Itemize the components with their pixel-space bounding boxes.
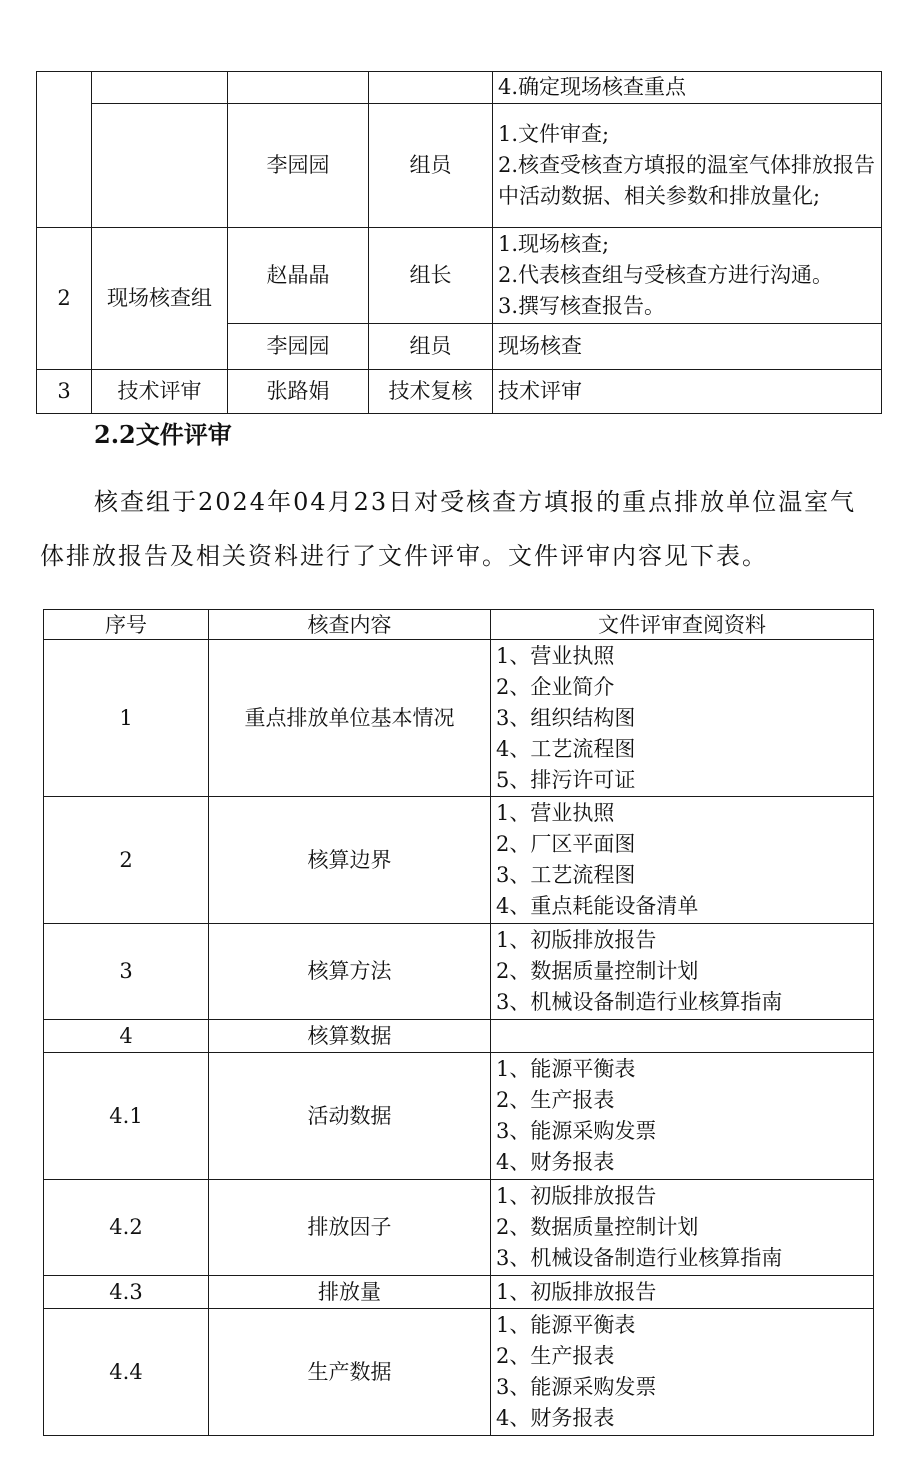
review-content-cell: 活动数据: [209, 1053, 491, 1180]
material-line: 4、重点耗能设备清单: [496, 894, 699, 918]
review-materials-cell: [491, 640, 874, 797]
duty-line: 4.确定现场核查重点: [498, 75, 687, 99]
team-group-cell: 技术评审: [92, 370, 228, 414]
material-line: 2、厂区平面图: [496, 832, 636, 856]
team-table: [36, 71, 882, 414]
review-row: [44, 1053, 874, 1180]
duty-line: 现场核查: [498, 334, 582, 358]
duty-line: 2.代表核查组与受核查方进行沟通。: [498, 263, 834, 287]
member-duties-cell: [493, 72, 882, 104]
material-line: 1、初版排放报告: [496, 1279, 657, 1304]
material-line: 4、工艺流程图: [496, 736, 636, 761]
review-row: [44, 797, 874, 924]
review-no-cell: 4.2: [44, 1180, 209, 1276]
member-duties-cell: [493, 104, 882, 228]
review-no-cell: 4.3: [44, 1276, 209, 1309]
header-cell-content: 核查内容: [209, 610, 491, 640]
review-no-cell: 4.4: [44, 1309, 209, 1436]
review-no-cell: 1: [44, 640, 209, 797]
member-role-cell: 组长: [369, 228, 493, 324]
review-materials-cell: [491, 924, 874, 1020]
team-index-cell: [37, 72, 92, 228]
material-line: 2、数据质量控制计划: [496, 959, 699, 983]
review-row: [44, 1276, 874, 1309]
review-materials-cell: [491, 797, 874, 924]
team-group-cell: [92, 72, 228, 104]
material-line: 4、财务报表: [496, 1406, 615, 1430]
review-row: [44, 924, 874, 1020]
material-line: 2、数据质量控制计划: [496, 1215, 699, 1239]
review-content-cell: 生产数据: [209, 1309, 491, 1436]
team-group-cell-empty: [92, 104, 228, 228]
review-row: [44, 1020, 874, 1053]
review-row: [44, 640, 874, 797]
member-name-cell: 李园园: [228, 104, 369, 228]
material-line: 4、财务报表: [496, 1150, 615, 1174]
team-row: [37, 228, 882, 324]
member-duties-cell: [493, 228, 882, 324]
review-materials-cell-empty: [491, 1020, 874, 1053]
team-row: [37, 72, 882, 104]
team-row: [37, 104, 882, 228]
review-materials-cell: [491, 1180, 874, 1276]
review-row: [44, 1309, 874, 1436]
team-index-cell: 3: [37, 370, 92, 414]
material-line: 3、机械设备制造行业核算指南: [496, 990, 783, 1014]
material-line: 5、排污许可证: [496, 767, 636, 792]
duty-line: 3.撰写核查报告。: [498, 294, 666, 318]
member-name-cell: 张路娟: [228, 370, 369, 414]
review-no-cell: 4.1: [44, 1053, 209, 1180]
review-content-cell: 核算数据: [209, 1020, 491, 1053]
material-line: 3、能源采购发票: [496, 1119, 657, 1143]
member-role-cell: 技术复核: [369, 370, 493, 414]
duty-line: 技术评审: [498, 379, 582, 403]
member-role-cell: [369, 72, 493, 104]
review-table: [43, 609, 874, 1436]
review-no-cell: 4: [44, 1020, 209, 1053]
review-no-cell: 2: [44, 797, 209, 924]
material-line: 3、机械设备制造行业核算指南: [496, 1246, 783, 1270]
header-cell-index: 序号: [44, 610, 209, 640]
material-line: 1、初版排放报告: [496, 1184, 657, 1208]
review-row: [44, 1180, 874, 1276]
member-role-cell: 组员: [369, 104, 493, 228]
review-no-cell: 3: [44, 924, 209, 1020]
review-content-cell: 排放因子: [209, 1180, 491, 1276]
member-duties-cell: [493, 324, 882, 370]
member-name-cell: 李园园: [228, 324, 369, 370]
material-line: 1、能源平衡表: [496, 1057, 636, 1081]
material-line: 2、生产报表: [496, 1344, 615, 1368]
duty-line: 1.文件审查;: [498, 122, 610, 146]
review-header-row: [44, 610, 874, 640]
material-line: 1、能源平衡表: [496, 1313, 636, 1337]
team-index-cell: 2: [37, 228, 92, 370]
material-line: 1、初版排放报告: [496, 928, 657, 952]
intro-paragraph: 核查组于2024年04月23日对受核查方填报的重点排放单位温室气体排放报告及相关资料进行了文件评审。文件评审内容见下表。: [40, 488, 857, 570]
material-line: 3、组织结构图: [496, 705, 636, 730]
team-group-cell: 现场核查组: [92, 228, 228, 370]
member-name-cell: [228, 72, 369, 104]
member-name-cell: 赵晶晶: [228, 228, 369, 324]
material-line: 2、生产报表: [496, 1088, 615, 1112]
review-content-cell: 排放量: [209, 1276, 491, 1309]
team-row: [37, 370, 882, 414]
review-content-cell: 核算边界: [209, 797, 491, 924]
review-materials-cell: [491, 1276, 874, 1309]
material-line: 3、工艺流程图: [496, 863, 636, 887]
material-line: 1、营业执照: [496, 643, 615, 668]
review-content-cell: 核算方法: [209, 924, 491, 1020]
review-content-cell: 重点排放单位基本情况: [209, 640, 491, 797]
member-duties-cell: [493, 370, 882, 414]
duty-line: 2.核查受核查方填报的温室气体排放报告中活动数据、相关参数和排放量化;: [498, 153, 876, 208]
section-heading: 2.2文件评审: [94, 420, 232, 449]
header-cell-materials: 文件评审查阅资料: [491, 610, 874, 640]
review-materials-cell: [491, 1053, 874, 1180]
material-line: 2、企业简介: [496, 674, 615, 699]
material-line: 1、营业执照: [496, 801, 615, 825]
member-role-cell: 组员: [369, 324, 493, 370]
review-materials-cell: [491, 1309, 874, 1436]
material-line: 3、能源采购发票: [496, 1375, 657, 1399]
duty-line: 1.现场核查;: [498, 232, 610, 256]
